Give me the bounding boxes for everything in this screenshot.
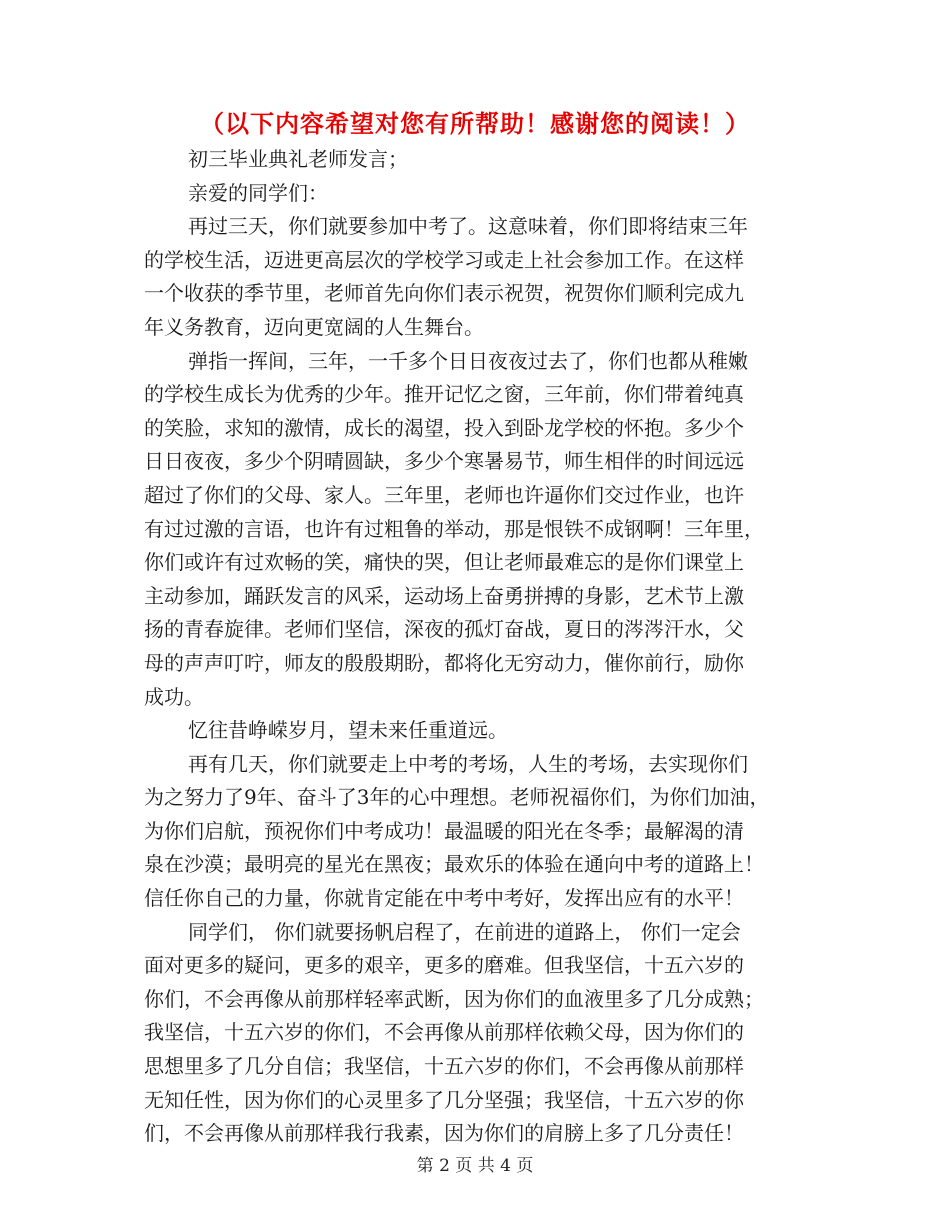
- text-line: 的学校生活，迈进更高层次的学校学习或走上社会参加工作。在这样: [144, 247, 744, 272]
- text-line: 的学校生成长为优秀的少年。推开记忆之窗，三年前，你们带着纯真: [144, 382, 744, 407]
- page-footer: 第 2 页 共 4 页: [416, 1156, 534, 1176]
- text-line: 泉在沙漠；最明亮的星光在黑夜；最欢乐的体验在通向中考的道路上！: [144, 852, 764, 877]
- text-line: 你们，不会再像从前那样轻率武断，因为你们的血液里多了几分成熟；: [144, 986, 764, 1011]
- text-line: 的笑脸，求知的激情，成长的渴望，投入到卧龙学校的怀抱。多少个: [144, 415, 744, 440]
- text-line: 超过了你们的父母、家人。三年里，老师也许逼你们交过作业，也许: [144, 482, 744, 507]
- text-line: 为你们启航，预祝你们中考成功！最温暖的阳光在冬季；最解渴的清: [144, 818, 744, 843]
- document-body: [144, 143, 804, 1151]
- text-line: 无知任性，因为你们的心灵里多了几分坚强；我坚信，十五六岁的你: [144, 1087, 744, 1112]
- text-line: 初三毕业典礼老师发言；: [188, 147, 408, 171]
- text-line: 为之努力了9年、奋斗了3年的心中理想。老师祝福你们，为你们加油，: [144, 785, 770, 810]
- text-line: 你们或许有过欢畅的笑，痛快的哭，但让老师最难忘的是你们课堂上: [144, 550, 744, 575]
- text-line: 忆往昔峥嵘岁月，望未来任重道远。: [188, 718, 508, 743]
- text-line: 成功。: [144, 684, 204, 709]
- banner-text: （以下内容希望对您有所帮助！感谢您的阅读！）: [200, 109, 750, 138]
- text-line: 扬的青春旋律。老师们坚信，深夜的孤灯奋战，夏日的涔涔汗水，父: [144, 617, 744, 642]
- text-line: 日日夜夜，多少个阴晴圆缺，多少个寒暑易节，师生相伴的时间远远: [144, 449, 744, 474]
- text-line: 母的声声叮咛，师友的殷殷期盼，都将化无穷动力，催你前行，励你: [144, 650, 744, 675]
- text-line: 面对更多的疑问，更多的艰辛，更多的磨难。但我坚信，十五六岁的: [144, 953, 744, 978]
- text-line: 年义务教育，迈向更宽阔的人生舞台。: [144, 314, 484, 339]
- text-line: 再有几天，你们就要走上中考的考场，人生的考场，去实现你们: [188, 751, 748, 776]
- text-line: 信任你自己的力量，你就肯定能在中考中考好，发挥出应有的水平！: [144, 886, 744, 911]
- text-line: 们，不会再像从前那样我行我素，因为你们的肩膀上多了几分责任！: [144, 1121, 744, 1146]
- text-line: 弹指一挥间，三年，一千多个日日夜夜过去了，你们也都从稚嫩: [188, 348, 748, 373]
- text-line: 思想里多了几分自信；我坚信，十五六岁的你们，不会再像从前那样: [144, 1054, 744, 1079]
- text-line: 一个收获的季节里，老师首先向你们表示祝贺，祝贺你们顺利完成九: [144, 281, 744, 306]
- text-line: 主动参加，踊跃发言的风采，运动场上奋勇拼搏的身影，艺术节上激: [144, 583, 744, 608]
- text-line: 亲爱的同学们：: [188, 180, 328, 205]
- text-line: 我坚信，十五六岁的你们，不会再像从前那样依赖父母，因为你们的: [144, 1020, 744, 1045]
- text-line: 同学们， 你们就要扬帆启程了，在前进的道路上， 你们一定会: [188, 919, 741, 944]
- text-line: 有过过激的言语，也许有过粗鲁的举动，那是恨铁不成钢啊！三年里，: [144, 516, 764, 541]
- text-line: 再过三天，你们就要参加中考了。这意味着，你们即将结束三年: [188, 214, 748, 239]
